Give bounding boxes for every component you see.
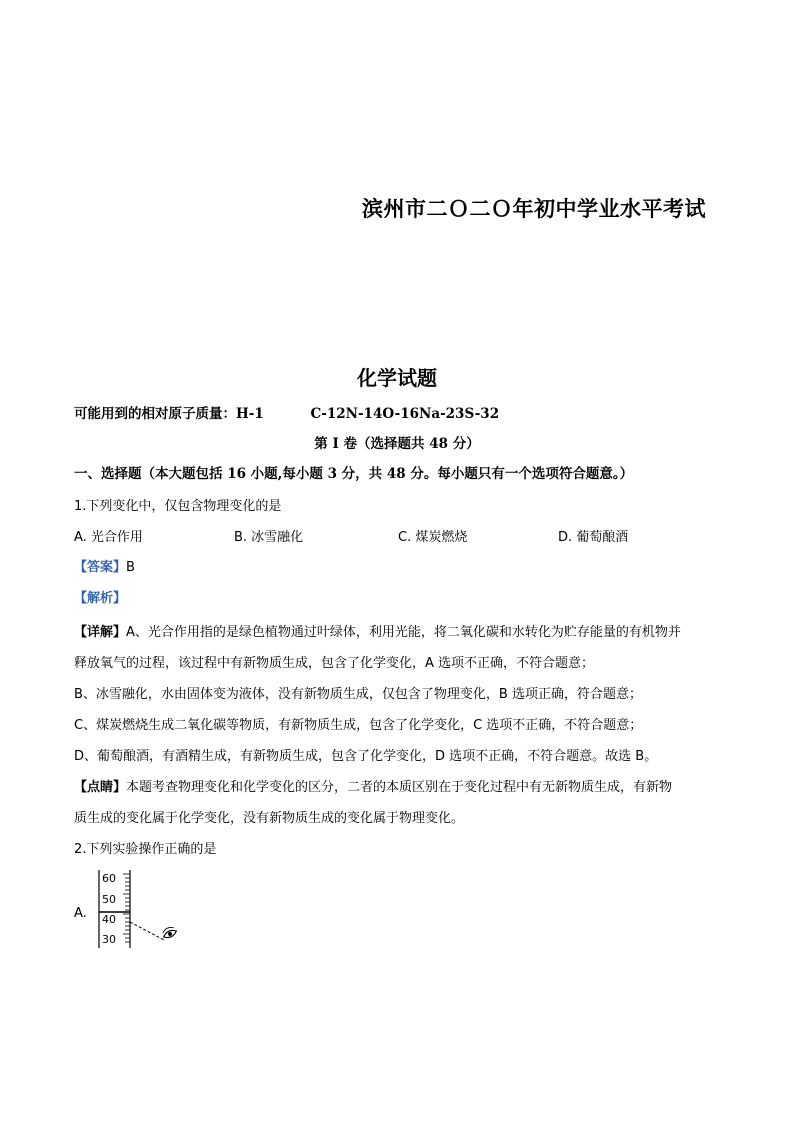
question-1-option-b: B. 冰雪融化 bbox=[234, 530, 304, 545]
comment-tag: 【点睛】 bbox=[74, 780, 127, 795]
detail-text: A、光合作用指的是绿色植物通过叶绿体，利用光能，将二氧化碳和水转化为贮存能量的有机物并 bbox=[126, 625, 681, 640]
detail-line-1 bbox=[74, 621, 681, 640]
answer-tag: 【答案】 bbox=[74, 560, 127, 575]
atomic-mass-label: 可能用到的相对原子质量：H-1 bbox=[74, 406, 264, 422]
comment-text: 本题考查物理变化和化学变化的区分，二者的本质区别在于变化过程中有无新物质生成，有新物 bbox=[126, 780, 673, 795]
section-title: 第 I 卷（选择题共 48 分） bbox=[314, 436, 480, 452]
question-1-option-c: C. 煤炭燃烧 bbox=[398, 530, 468, 545]
detail-line-4: C、煤炭燃烧生成二氧化碳等物质，有新物质生成，包含了化学变化，C 选项不正确，不符合题意； bbox=[74, 718, 643, 733]
cylinder-minor-ticks bbox=[123, 874, 130, 942]
question-2-option-a-label: A. bbox=[74, 906, 87, 921]
tick-label-30: 30 bbox=[102, 933, 116, 946]
comment-line-2: 质生成的变化属于化学变化，没有新物质生成的变化属于物理变化。 bbox=[74, 811, 465, 826]
detail-tag: 【详解】 bbox=[74, 625, 127, 640]
atomic-mass-line bbox=[74, 402, 499, 422]
subject-title: 化学试题 bbox=[357, 366, 437, 390]
exam-title: 滨州市二Ｏ二Ｏ年初中学业水平考试 bbox=[362, 196, 706, 221]
detail-line-2: 释放氧气的过程，该过程中有新物质生成，包含了化学变化，A 选项不正确，不符合题意； bbox=[74, 656, 595, 671]
question-1-option-d: D. 葡萄酿酒 bbox=[558, 530, 629, 545]
atomic-mass-values: C-12N-14O-16Na-23S-32 bbox=[310, 406, 500, 422]
tick-label-50: 50 bbox=[102, 893, 116, 906]
comment-line-1 bbox=[74, 776, 672, 795]
sight-line bbox=[130, 922, 164, 940]
tick-label-40: 40 bbox=[102, 913, 116, 926]
answer-line bbox=[74, 556, 135, 575]
detail-line-5: D、葡萄酿酒，有酒精生成，有新物质生成，包含了化学变化，D 选项不正确，不符合题意。故选 B。 bbox=[74, 749, 658, 764]
tick-label-60: 60 bbox=[102, 872, 116, 885]
graduated-cylinder-figure bbox=[92, 868, 192, 952]
analysis-tag: 【解析】 bbox=[74, 591, 127, 606]
question-1-option-a: A. 光合作用 bbox=[74, 530, 143, 545]
question-2-stem: 2.下列实验操作正确的是 bbox=[74, 842, 217, 857]
question-1-stem: 1.下列变化中，仅包含物理变化的是 bbox=[74, 499, 282, 514]
eye-icon bbox=[161, 925, 178, 940]
part-instruction: 一、选择题（本大题包括 16 小题,每小题 3 分，共 48 分。每小题只有一个选项符合题意。） bbox=[74, 466, 634, 482]
answer-value: B bbox=[126, 560, 135, 575]
detail-line-3: B、冰雪融化，水由固体变为液体，没有新物质生成，仅包含了物理变化，B 选项正确，符合题意； bbox=[74, 687, 642, 702]
